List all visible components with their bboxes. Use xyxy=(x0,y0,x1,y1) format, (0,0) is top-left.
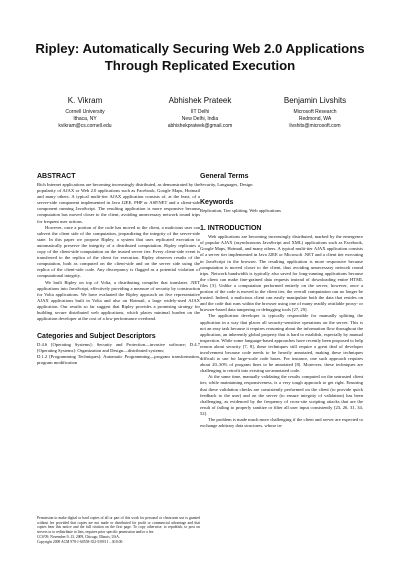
keywords-heading: Keywords xyxy=(200,199,234,207)
keywords-text: Replication, Tier splitting, Web applications xyxy=(200,208,281,214)
category-entry: D.4.6 [Operating Systems]: Security and Protection—invasive software; D.4.7 [Operating Systems]: Organization and Design—distributed systems; xyxy=(37,342,200,354)
author-location: New Delhi, India xyxy=(181,116,219,122)
paper-title xyxy=(0,40,400,74)
introduction-paragraph-3: At the same time, manually validating the results computed on the untrusted client tier, while maintaining responsiveness, is a very tough approach to get right. Ensuring that these validation checks are consistently performed on the client (to provide quick feedback to the user) and on the server (to ensure integrity of validation) has been challenging, as evidenced by the frequency of cross-site scripting attacks that are the result of failing to properly sanitize or filter all user input consistently [23, 26, 31, 34, 52]. xyxy=(200,374,363,416)
author-name: Benjamin Livshits xyxy=(283,96,347,105)
author-email: abhishekprateek@gmail.com xyxy=(167,123,233,129)
author-1 xyxy=(30,96,140,130)
introduction-paragraph-4: The problem is made much more challenging if the client and server are expected to exchange arbitrary data structures, whose in- xyxy=(200,417,363,429)
abstract-paragraph-1: Rich Internet applications are becoming increasingly distributed, as demonstrated by the popularity of AJAX or Web 2.0 applications such as Facebook, Google Maps, Hotmail and many others. A typical multi-tier AJAX application consists of, at the least, of a server-side component implemented in Java J2EE, PHP or ASP.NET and a client-side component running JavaScript. The resulting application is more responsive because computation has moved closer to the client, avoiding unnecessary network round trips for frequent user actions. xyxy=(37,182,200,224)
category-entry: D.1.2 [Programming Techniques]: Automatic Programming—program transformation, program modification xyxy=(37,354,200,366)
copyright-footnote: Permission to make digital or hard copies of all or part of this work for personal or classroom use is granted without fee provided that copies are not made or distributed for profit or commercial advantage and that copies bear this notice and the full citation on the first page. To copy otherwise, to republish, to post on servers or to redistribute to lists, requires prior specific permission and/or a fee. CCS'09, November 9–13, 2009, Chicago, Illinois, USA. Copyright 2009 ACM 978-1-60558-352-5/09/11 ...$10.00. xyxy=(37,516,200,544)
author-location: Redmond, WA xyxy=(298,116,332,122)
paper-title-line-1: Ripley: Automatically Securing Web 2.0 Applications xyxy=(35,41,365,56)
author-block xyxy=(0,96,400,146)
introduction-paragraph-2: The application developer is typically responsible for manually splitting the application in a way that places all security-sensitive operations on the server. This is not an easy task because it requires reasoning about the information flow throughout the application, an inherently global property that is hard to establish, especially by manual inspection. While some language-based approaches have recently been proposed to help reason about security [7, 8], these techniques still require a great deal of developer involvement because code needs to be heavily annotated, making these techniques difficult to use for large-scale code bases. For instance, one such approach requires about 20–30% of program lines to be annotated [8]. Moreover, these techniques are challenging to retrofit into existing un-annotated code. xyxy=(200,313,363,374)
abstract-paragraph-3: We built Ripley on top of Volta, a distributing compiler that translates .NET applications into JavaScript, effectively providing a measure of security by construction for Volta applications. We have evaluated the Ripley approach on five representative AJAX applications built in Volta and also on Hotmail, a large widely-used AJAX application. Our results so far suggest that Ripley provides a promising strategy for building secure distributed web applications, which places minimal burden on the application developer at the cost of a low performance overhead. xyxy=(37,279,200,322)
author-email: kvikram@cs.cornell.edu xyxy=(58,123,112,129)
author-name: Abhishek Prateek xyxy=(168,96,232,105)
author-name: K. Vikram xyxy=(67,96,103,105)
introduction-heading: 1. INTRODUCTION xyxy=(200,225,262,233)
author-affiliation: Cornell University xyxy=(65,109,105,115)
introduction-paragraph-1: Web applications are becoming increasingly distributed, marked by the emergence of popular AJAX (asynchronous JavaScript and XML) applications such as Facebook, Google Maps, Hotmail, and many others. A typical multi-tier AJAX application consists of a server tier implemented in Java J2EE or Microsoft .NET and a client tier executing in JavaScript in the browser. The resulting application is more responsive because computation is moved closer to the client, thus avoiding unnecessary network round trips. Network bandwidth is typically also saved for long-running applications because the client can make fine-grained data requests instead of downloading entire HTML files [3]. Unlike a computation performed entirely on the server, however, once a portion of the code is moved to the client tier, the overall computation can no longer be trusted. Indeed, a malicious client can easily manipulate both the data that resides on and the code that runs within the browser using one of many readily available proxy- or browser-based data tampering or debugging tools [27, 29]. xyxy=(200,234,363,313)
author-2 xyxy=(145,96,255,130)
author-3 xyxy=(260,96,370,130)
general-terms-text: Security, Languages, Design xyxy=(200,182,253,187)
author-email: livshits@microsoft.com xyxy=(289,123,341,129)
general-terms-heading: General Terms xyxy=(200,173,249,180)
author-affiliation: Microsoft Research xyxy=(293,109,337,115)
abstract-heading: ABSTRACT xyxy=(37,173,76,180)
left-column xyxy=(37,170,200,367)
categories-heading: Categories and Subject Descriptors xyxy=(37,333,156,341)
author-affiliation: IIT Delhi xyxy=(190,109,210,115)
abstract-paragraph-2: However, once a portion of the code has moved to the client, a malicious user can subvert the client side of the computation, jeopardizing the integrity of the server-side state. In this paper we propose Ripley, a system that uses replicated execution to automatically preserve the integrity of a distributed computation. Ripley replicates a copy of the client-side computation on the trusted server tier. Every client-side event is transferred to the replica of the client for execution. Ripley observes results of the computation, both as computed on the client-side and on the server side using the replica of the client-side code. Any discrepancy is flagged as a potential violation of computational integrity. xyxy=(37,224,200,279)
paper-title-line-2: Through Replicated Execution xyxy=(104,58,296,73)
right-column xyxy=(200,170,363,429)
author-location: Ithaca, NY xyxy=(73,116,97,122)
